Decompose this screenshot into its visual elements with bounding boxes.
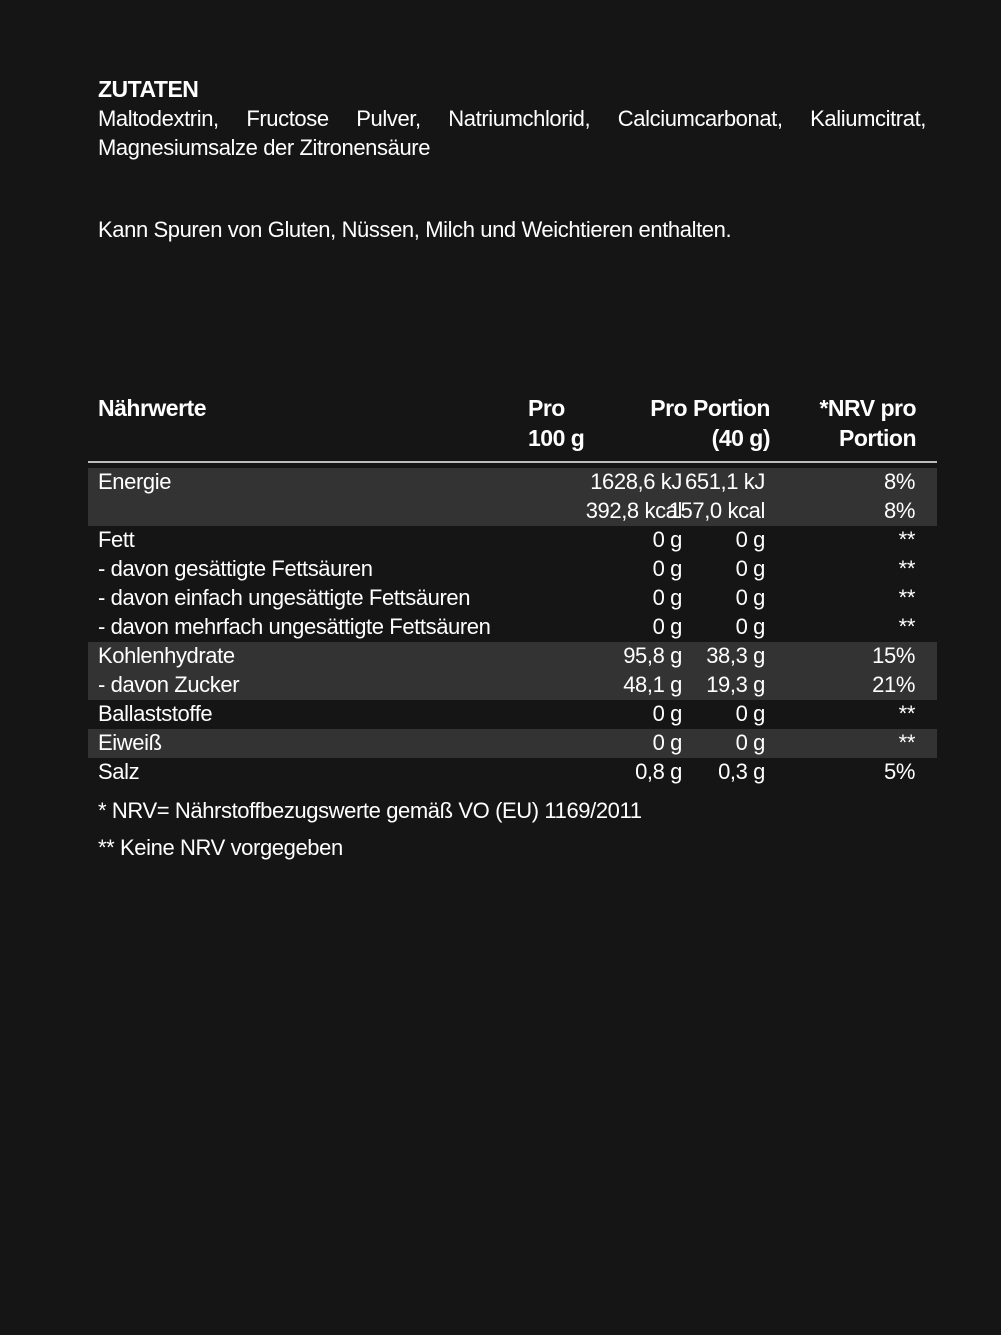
header-divider xyxy=(88,461,937,463)
table-row xyxy=(88,729,937,758)
allergen-note: Kann Spuren von Gluten, Nüssen, Milch und Weichtieren enthalten. xyxy=(98,217,732,242)
nutrition-header-portion xyxy=(620,393,770,453)
row-per100: 0 g xyxy=(652,614,682,639)
row-nrv: ** xyxy=(898,730,915,755)
row-nrv: 5% xyxy=(884,759,915,784)
row-portion: 0 g xyxy=(735,556,765,581)
nutrition-table xyxy=(88,468,937,787)
row-name: Salz xyxy=(98,759,140,784)
row-name: Energie xyxy=(98,469,172,494)
row-portion: 0 g xyxy=(735,527,765,552)
row-name: - davon Zucker xyxy=(98,672,240,697)
table-row xyxy=(88,584,937,613)
row-portion: 157,0 kcal xyxy=(668,498,765,523)
row-per100: 0 g xyxy=(652,585,682,610)
table-row xyxy=(88,700,937,729)
row-name: Ballaststoffe xyxy=(98,701,213,726)
row-per100: 0 g xyxy=(652,701,682,726)
header-portion-line1: Pro Portion xyxy=(650,395,770,421)
header-nrv-line1: *NRV pro xyxy=(819,395,916,421)
row-nrv: ** xyxy=(898,556,915,581)
row-name: - davon einfach ungesättigte Fettsäuren xyxy=(98,585,471,610)
header-nrv-line2: Portion xyxy=(839,425,916,451)
row-name: Kohlenhydrate xyxy=(98,643,235,668)
row-name: Fett xyxy=(98,527,135,552)
row-nrv: 21% xyxy=(872,672,915,697)
row-portion: 0,3 g xyxy=(718,759,765,784)
row-per100: 48,1 g xyxy=(623,672,682,697)
header-per100-line1: Pro xyxy=(528,395,565,421)
row-portion: 38,3 g xyxy=(706,643,765,668)
nutrition-header-per100 xyxy=(528,393,608,453)
row-per100: 0 g xyxy=(652,556,682,581)
nutrition-header-nrv xyxy=(790,393,916,453)
footnote-no-nrv: ** Keine NRV vorgegeben xyxy=(98,835,343,860)
row-per100: 95,8 g xyxy=(623,643,682,668)
ingredients-text: Maltodextrin, Fructose Pulver, Natriumchlorid, Calciumcarbonat, Kaliumcitrat, Magnesiumsalze der Zitronensäure xyxy=(98,106,926,160)
row-per100: 1628,6 kJ xyxy=(590,469,682,494)
row-nrv: 8% xyxy=(884,469,915,494)
row-name: - davon gesättigte Fettsäuren xyxy=(98,556,373,581)
row-per100: 0 g xyxy=(652,527,682,552)
row-nrv: 15% xyxy=(872,643,915,668)
table-row xyxy=(88,555,937,584)
nutrition-header-name: Nährwerte xyxy=(98,395,206,421)
table-row xyxy=(88,468,937,497)
row-portion: 0 g xyxy=(735,585,765,610)
table-row xyxy=(88,613,937,642)
row-per100: 0 g xyxy=(652,730,682,755)
row-portion: 0 g xyxy=(735,730,765,755)
footnote-nrv: * NRV= Nährstoffbezugswerte gemäß VO (EU) 1169/2011 xyxy=(98,798,642,823)
row-nrv: 8% xyxy=(884,498,915,523)
row-name: - davon mehrfach ungesättigte Fettsäuren xyxy=(98,614,491,639)
table-row xyxy=(88,526,937,555)
row-nrv: ** xyxy=(898,585,915,610)
row-portion: 651,1 kJ xyxy=(685,469,765,494)
row-name: Eiweiß xyxy=(98,730,162,755)
header-per100-line2: 100 g xyxy=(528,425,585,451)
table-row xyxy=(88,758,937,787)
table-row xyxy=(88,497,937,526)
row-nrv: ** xyxy=(898,701,915,726)
row-portion: 0 g xyxy=(735,614,765,639)
row-portion: 0 g xyxy=(735,701,765,726)
header-portion-line2: (40 g) xyxy=(711,425,770,451)
row-per100: 0,8 g xyxy=(635,759,682,784)
row-per100: 392,8 kcal xyxy=(585,498,682,523)
row-nrv: ** xyxy=(898,527,915,552)
row-nrv: ** xyxy=(898,614,915,639)
table-row xyxy=(88,671,937,700)
row-portion: 19,3 g xyxy=(706,672,765,697)
ingredients-heading: ZUTATEN xyxy=(98,76,199,102)
table-row xyxy=(88,642,937,671)
